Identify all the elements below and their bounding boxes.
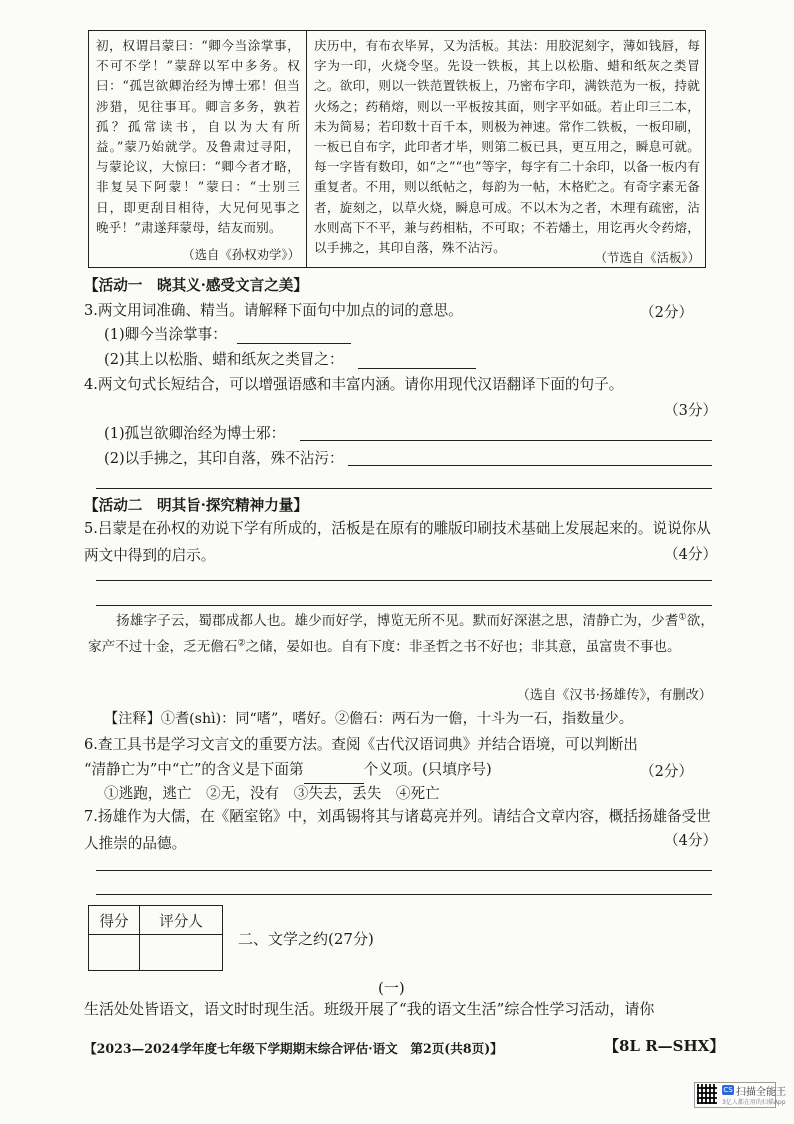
score-table-header-score: 得分 [89,906,140,935]
q4-item1: (1)孤岂欲卿治经为博士邪： [104,425,286,442]
q4-stem: 4.两文句式长短结合，可以增强语感和丰富内涵。请你用现代汉语翻译下面的句子。 [84,376,624,393]
q6-score: （2分） [640,763,694,780]
scanner-app-name: 扫描全能王 [736,1087,786,1098]
q4-answer-line-extra[interactable] [96,488,712,489]
q5-answer-line-1[interactable] [96,580,712,581]
activity2-heading: 【活动二 明其旨·探究精神力量】 [84,497,308,514]
q7-answer-line-1[interactable] [96,870,712,871]
q3-item2-answer-line[interactable] [358,368,476,369]
section2-subtitle: (一) [378,979,405,997]
q4-score: （3分） [664,402,718,419]
q5-score: （4分） [664,546,718,563]
grader-cell[interactable] [140,935,223,971]
q6-line1: 6.查工具书是学习文言文的重要方法。查阅《古代汉语词典》并结合语境，可以判断出 [84,736,638,753]
q3-stem: 3.两文用词准确、精当。请解释下面句中加点的词的意思。 [84,302,463,319]
score-table-header-grader: 评分人 [140,906,223,935]
qr-code-icon [697,1084,717,1104]
q3-item1: (1)卿今当涂掌事： [104,326,227,343]
q7-answer-line-2[interactable] [96,894,712,895]
section2-title: 二、文学之约(27分) [238,930,374,948]
q5-answer-line-2[interactable] [96,605,712,606]
q5-stem: 5.吕蒙是在孙权的劝说下学有所成的，活板是在原有的雕版印刷技术基础上发展起来的。说说你从两文中得到的启示。 [84,520,711,564]
extract-source: （选自《汉书·扬雄传》，有删改） [516,688,712,703]
q7-score: （4分） [664,832,718,849]
q4-item2: (2)以手拂之，其印自落，殊不沾污： [104,450,344,467]
extract-paragraph: 扬雄字子云，蜀郡成都人也。雄少而好学，博览无所不见。默而好深湛之思，清静亡为，少耆①欲，家产不过十金，乏无儋石②之储，晏如也。自有下度：非圣哲之书不好也；非其意，虽富贵不事也。 [88,612,715,655]
q6-line2: “清静亡为”中“亡”的含义是下面第 个义项。(只填序号) [84,756,492,784]
footer-text: 【2023—2024学年度七年级下学期期末综合评估·语文 第2页(共8页)】 [84,1041,503,1056]
q4-item2-answer-line[interactable] [348,465,712,466]
passage-left-text: 初，权谓吕蒙曰：“卿今当涂掌事，不可不学！”蒙辞以军中多务。权曰：“孤岂欲卿治经为博士邪！但当涉猎，见往事耳。卿言多务，孰若孤？孤常读书，自以为大有所益。”蒙乃始就学。及鲁肃过寻阳，与蒙论议，大惊曰：“卿今者才略，非复吴下阿蒙！”蒙曰：“士别三日，即更刮目相待，大兄何见事之晚乎！”肃遂拜蒙母，结友而别。 [96,38,300,235]
q4-item1-answer-line[interactable] [300,440,712,441]
score-cell[interactable] [89,935,140,971]
passage-right-source: （节选自《活板》） [594,250,700,265]
q3-item2: (2)其上以松脂、蜡和纸灰之类冒之： [104,351,344,368]
passage-right-text: 庆历中，有布衣毕昇，又为活板。其法：用胶泥刻字，薄如钱唇，每字为一印，火烧令坚。先设一铁板，其上以松脂、蜡和纸灰之类冒之。欲印，则以一铁范置铁板上，乃密布字印，满铁范为一板，持就火炀之；药稍熔，则以一平板按其面，则字平如砥。若止印三二本，未为简易；若印数十百千本，则极为神速。常作二铁板，一板印刷，一板已自布字，此印者才毕，则第二板已具，更互用之，瞬息可就。每一字皆有数印，如“之”“也”等字，每字有二十余印，以备一板内有重复者。不用，则以纸帖之，每韵为一帖，木格贮之。有奇字素无备者，旋刻之，以草火烧，瞬息可成。不以木为之者，木理有疏密，沾水则高下不平，兼与药相粘，不可取；不若燔土，用讫再火令药熔，以手拂之，其印自落，殊不沾污。 [314,38,700,256]
section2-intro: 生活处处皆语文，语文时时现生活。班级开展了“我的语文生活”综合性学习活动，请你 [84,1000,655,1018]
extract-note: 【注释】①耆(shì)：同“嗜”，嗜好。②儋石：两石为一儋，十斗为一石，指数量少。 [104,711,633,727]
note-marker-1: ① [678,612,687,623]
footer-code: 【8L R—SHX】 [604,1037,725,1055]
q3-score: （2分） [640,304,694,321]
passage-left-source: （选自《孙权劝学》） [182,247,300,262]
scanner-logo-icon: CS [723,1086,733,1094]
activity1-heading: 【活动一 晓其义·感受文言之美】 [84,277,308,294]
q6-options: ①逃跑，逃亡 ②无，没有 ③失去，丢失 ④死亡 [104,785,440,802]
q7-stem: 7.扬雄作为大儒，在《陋室铭》中，刘禹锡将其与诸葛亮并列。请结合文章内容，概括扬雄备受世人推崇的品德。 [84,808,711,852]
passage-divider [306,30,307,268]
score-table [88,905,223,971]
note-marker-2: ② [237,638,246,649]
q3-item1-answer-line[interactable] [237,343,351,344]
scanner-app-tagline: 3亿人都在用的扫描App [722,1099,786,1106]
